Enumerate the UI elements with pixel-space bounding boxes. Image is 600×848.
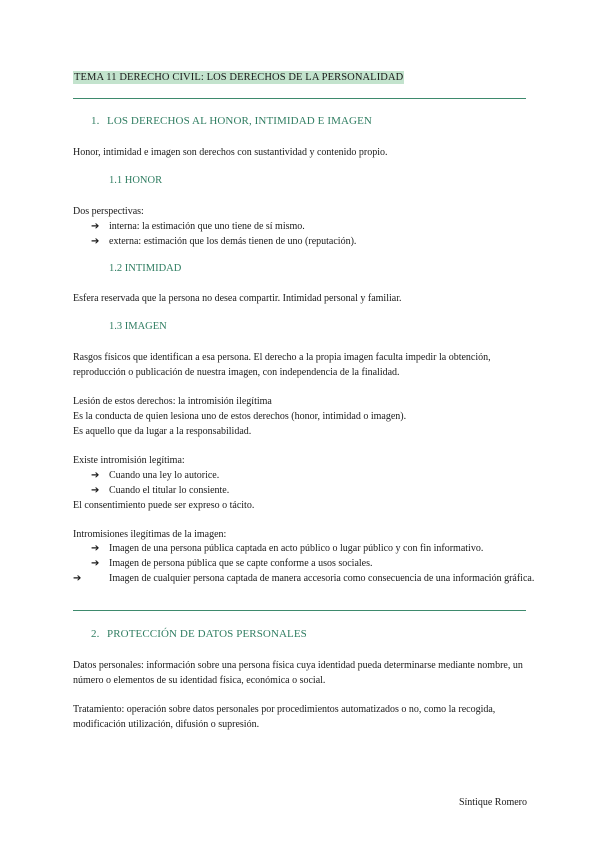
document-title: TEMA 11 DERECHO CIVIL: LOS DERECHOS DE LA PERSONALIDAD [74, 72, 404, 83]
lesion-line-1: Lesión de estos derechos: la intromisión ilegítima [73, 396, 272, 407]
datos-text: Datos personales: información sobre una persona física cuya identidad pueda determinarse mediante nombre, un número o elementos de su identidad física, económica o social. [73, 660, 523, 686]
list-item: ➔ Imagen de una persona pública captada en acto público o lugar público y con fin informativo. [91, 543, 484, 554]
intimidad-text: Esfera reservada que la persona no desea compartir. Intimidad personal y familiar. [73, 293, 402, 304]
list-item: ➔ Cuando una ley lo autorice. [91, 470, 220, 481]
honor-lead: Dos perspectivas: [73, 206, 144, 217]
arrow-right-icon: ➔ [91, 543, 100, 554]
lesion-line-2: Es la conducta de quien lesiona uno de estos derechos (honor, intimidad o imagen). [73, 411, 407, 422]
arrow-right-icon: ➔ [91, 558, 100, 569]
subsection-imagen-heading: 1.3 IMAGEN [109, 321, 167, 332]
section-1-heading-text: LOS DERECHOS AL HONOR, INTIMIDAD E IMAGEN [107, 115, 372, 127]
arrow-right-icon: ➔ [73, 573, 82, 584]
subsection-intimidad-heading: 1.2 INTIMIDAD [109, 263, 182, 274]
list-item: ➔ Imagen de persona pública que se capte conforme a usos sociales. [91, 558, 373, 569]
tratamiento-text: Tratamiento: operación sobre datos personales por procedimientos automatizados o no, como la recogida, modificación utilización, difusión o supresión. [73, 704, 496, 730]
list-item: ➔ interna: la estimación que uno tiene de sí mismo. [91, 221, 305, 232]
section-1-intro: Honor, intimidad e imagen son derechos con sustantividad y contenido propio. [73, 147, 388, 158]
list-item: ➔ Imagen de cualquier persona captada de manera accesoria como consecuencia de una información gráfica. [73, 573, 535, 584]
title-divider [73, 98, 526, 99]
legitima-lead: Existe intromisión legítima: [73, 455, 185, 466]
arrow-right-icon: ➔ [91, 221, 100, 232]
section-divider [73, 610, 526, 611]
section-2-number: 2. [91, 628, 100, 640]
lesion-line-3: Es aquello que da lugar a la responsabilidad. [73, 426, 252, 437]
section-2-heading [91, 628, 307, 640]
arrow-right-icon: ➔ [91, 470, 100, 481]
subsection-honor-heading: 1.1 HONOR [109, 175, 163, 186]
imagen-text: Rasgos físicos que identifican a esa persona. El derecho a la propia imagen faculta impedir la obtención, reproducción o publicación de nuestra imagen, con independencia de la finalidad. [73, 352, 491, 378]
page-footer-author: Síntique Romero [458, 797, 527, 808]
ilegitimas-lead: Intromisiones ilegítimas de la imagen: [73, 529, 227, 540]
section-2-heading-text: PROTECCIÓN DE DATOS PERSONALES [107, 628, 307, 640]
arrow-right-icon: ➔ [91, 236, 100, 247]
list-item: ➔ Cuando el titular lo consiente. [91, 485, 230, 496]
arrow-right-icon: ➔ [91, 485, 100, 496]
consentimiento-text: El consentimiento puede ser expreso o tácito. [73, 500, 255, 511]
section-1-heading [91, 115, 372, 127]
section-1-number: 1. [91, 115, 100, 127]
list-item: ➔ externa: estimación que los demás tienen de uno (reputación). [91, 236, 357, 247]
